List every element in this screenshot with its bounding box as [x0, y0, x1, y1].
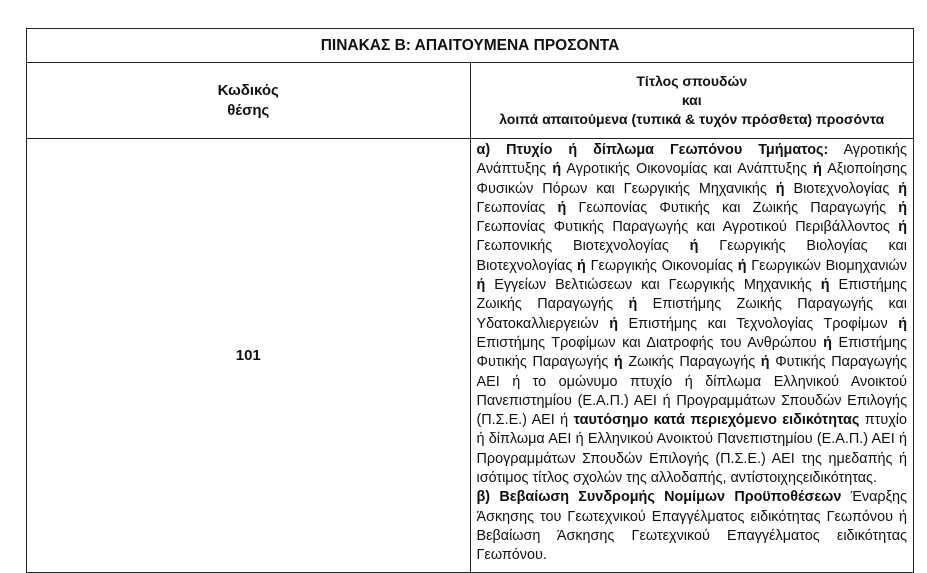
header-qualifications [470, 63, 914, 139]
text-run: Αξιοποίησης Φυσικών Πόρων και Γεωργικής Μηχανικής [476, 161, 907, 197]
qualifications-text [470, 139, 914, 573]
text-run: ή [898, 219, 907, 236]
header-qualifications-line3: λοιπά απαιτούμενα (τυπικά & τυχόν πρόσθετα) προσόντα [499, 111, 885, 127]
text-run: Αγροτικής Οικονομίας και Ανάπτυξης [561, 161, 814, 178]
text-run: Έναρξης Άσκησης του Γεωτεχνικού Επαγγέλματος ειδικότητας Γεωπόνου ή Βεβαίωση Άσκησης Γεωτεχνικού Επαγγέλματος ειδικότητας Γεωπόνου. [476, 489, 907, 564]
text-run: ή [613, 354, 623, 371]
position-code: 101 [27, 139, 471, 573]
text-run: ή [823, 334, 832, 351]
text-run: ταυτόσημο κατά περιεχόμενο ειδικότητας [573, 412, 860, 429]
text-run: Γεωργικών Βιομηχανιών [746, 257, 907, 274]
text-run: ή [577, 257, 586, 274]
text-run: ή [898, 180, 907, 197]
text-run: ή [820, 277, 830, 294]
table-header-row [27, 63, 914, 139]
header-position-code-line1: Κωδικός [217, 81, 279, 99]
text-run: πτυχίο ή δίπλωμα ΑΕΙ ή Ελληνικού Ανοικτού Πανεπιστημίου (Ε.Α.Π.) ΑΕΙ ή Προγραμμάτων Σπουδών Επιλογής (Π.Σ.Ε.) ΑΕΙ της ημεδαπής ή ισότιμος τίτλος σχολών της αλλοδαπής, αντίστοιχηςειδικότητας. [476, 412, 907, 487]
text-run: ή [898, 315, 907, 332]
text-run: Επιστήμης Ζωικής Παραγωγής και Υδατοκαλλιεργειών [476, 296, 908, 332]
text-run: ή [628, 296, 638, 313]
requirements-table [26, 28, 914, 573]
table-title: ΠΙΝΑΚΑΣ Β: ΑΠΑΙΤΟΥΜΕΝΑ ΠΡΟΣΟΝΤΑ [27, 29, 914, 63]
text-run: β) Βεβαίωση Συνδρομής Νομίμων Προϋποθέσεων [476, 489, 842, 506]
text-run: Γεωπονικής Βιοτεχνολογίας [476, 238, 690, 255]
text-run: Αγροτικής Ανάπτυξης [476, 142, 907, 178]
text-run: Επιστήμης Τροφίμων και Διατροφής του Ανθρώπου [476, 334, 824, 351]
text-run: Γεωργικής Οικονομίας [585, 257, 738, 274]
text-run: ή [737, 257, 747, 274]
text-run: ή [689, 238, 699, 255]
text-run: Γεωπονίας Φυτικής και Ζωικής Παραγωγής [566, 199, 899, 216]
text-run: α) Πτυχίο ή δίπλωμα Γεωπόνου Τμήματος: [476, 142, 829, 158]
text-run: Φυτικής Παραγωγής ΑΕΙ ή το ομώνυμο πτυχίο ή δίπλωμα Ελληνικού Ανοικτού Πανεπιστημίου (Ε.Α.Π.) ΑΕΙ ή Προγραμμάτων Σπουδών Επιλογής (Π.Σ.Ε.) ΑΕΙ ή [476, 354, 907, 429]
text-run: ή [813, 161, 822, 178]
qualification-b-paragraph [477, 488, 908, 565]
header-qualifications-line1: Τίτλος σπουδών [636, 73, 748, 89]
requirements-document [26, 28, 914, 573]
text-run: Γεωργικής Βιολογίας και Βιοτεχνολογίας [476, 238, 907, 274]
header-position-code-line2: θέσης [227, 101, 270, 119]
table-row [27, 139, 914, 573]
text-run: ή [609, 315, 619, 332]
text-run: ή [760, 354, 770, 371]
text-run: Επιστήμης Φυτικής Παραγωγής [476, 334, 907, 371]
table-title-row [27, 29, 914, 63]
text-run: ή [775, 180, 785, 197]
qualification-a-paragraph [477, 141, 908, 488]
text-run: ή [552, 161, 562, 178]
text-run: Ζωικής Παραγωγής [622, 354, 761, 371]
text-run: Βιοτεχνολογίας [784, 180, 899, 197]
header-position-code [27, 63, 471, 139]
text-run: ή [476, 277, 486, 294]
text-run: Γεωπονίας Φυτικής Παραγωγής και Αγροτικού Περιβάλλοντος [476, 219, 899, 236]
text-run: ή [898, 199, 908, 216]
header-qualifications-line2: και [681, 92, 702, 108]
text-run: ή [557, 199, 567, 216]
text-run: Εγγείων Βελτιώσεων και Γεωργικής Μηχανικής [485, 277, 821, 294]
text-run: Επιστήμης και Τεχνολογίας Τροφίμων [618, 315, 899, 332]
text-run: Γεωπονίας [476, 199, 558, 216]
text-run: Επιστήμης Ζωικής Παραγωγής [476, 277, 907, 313]
